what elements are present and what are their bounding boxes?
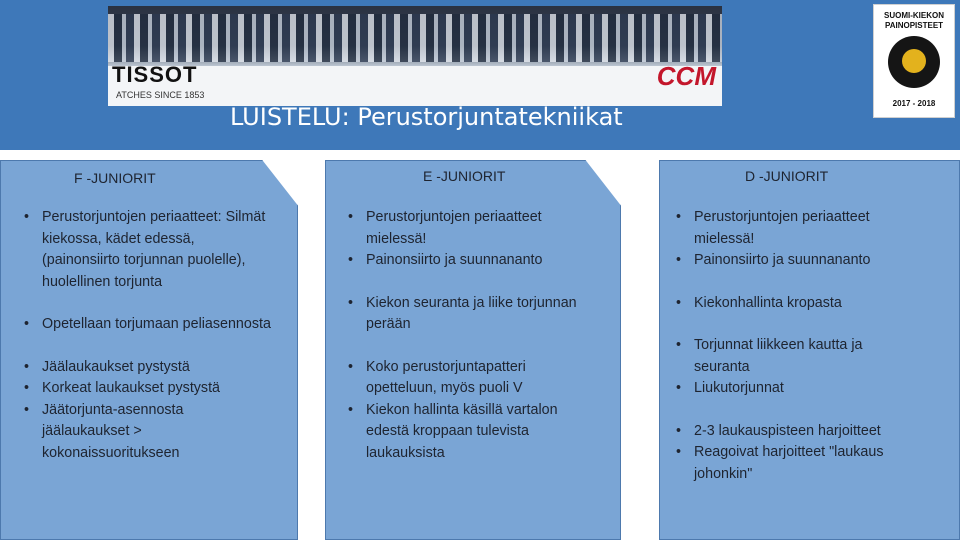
rink-board: [108, 66, 722, 106]
logo-years: 2017 - 2018: [892, 99, 936, 108]
heading-d-juniors: D -JUNIORIT: [745, 168, 829, 184]
bullet-item: • Kiekon hallinta käsillä vartalon edestä kroppaan tulevista laukauksista: [344, 400, 594, 465]
bullet-item: • Opetellaan torjumaan peliasennosta: [20, 314, 272, 336]
heading-e-juniors: E -JUNIORIT: [423, 168, 506, 184]
logo-line-2: PAINOPISTEET: [884, 21, 944, 30]
logo-line-1: SUOMI-KIEKON: [884, 11, 944, 20]
bullet-item: • Painonsiirto ja suunnananto: [672, 250, 922, 272]
suomi-kiekko-logo: [873, 4, 955, 118]
bullet-item: • Jäätorjunta-asennosta jäälaukaukset > kokonaissuoritukseen: [20, 400, 272, 465]
bullet-item: • Painonsiirto ja suunnananto: [344, 250, 594, 272]
bullet-item: • Koko perustorjuntapatteri opetteluun, myös puoli V: [344, 357, 594, 400]
photo-ad-ccm: CCM: [656, 61, 716, 91]
bullet-list-d-juniors: [672, 207, 922, 485]
bullet-item: • Perustorjuntojen periaatteet: Silmät kiekossa, kädet edessä, (painonsiirto torjunnan puolelle), huolellinen torjunta: [20, 207, 272, 293]
photo-ad-since: ATCHES SINCE 1853: [116, 90, 205, 100]
bullet-list-f-juniors: [20, 207, 272, 464]
page-title: LUISTELU: Perustorjuntatekniikat: [230, 103, 623, 131]
bullet-item: • Kiekonhallinta kropasta: [672, 293, 922, 315]
bullet-item: • Liukutorjunnat: [672, 378, 922, 400]
bullet-list-e-juniors: [344, 207, 594, 464]
photo-ad-tissot: TISSOT: [112, 62, 198, 87]
photo-players: [108, 14, 722, 62]
bullet-item: • Torjunnat liikkeen kautta ja seuranta: [672, 335, 922, 378]
bullet-item: • Perustorjuntojen periaatteet mielessä!: [344, 207, 594, 250]
hockey-photo: [108, 6, 722, 106]
bullet-item: • Perustorjuntojen periaatteet mielessä!: [672, 207, 922, 250]
bullet-item: • Reagoivat harjoitteet "laukaus johonkin": [672, 442, 922, 485]
puck-icon: [888, 36, 940, 88]
header-banner: [0, 0, 960, 150]
bullet-item: • Jäälaukaukset pystystä: [20, 357, 272, 379]
heading-f-juniors: F -JUNIORIT: [74, 170, 156, 186]
bullet-item: • 2-3 laukauspisteen harjoitteet: [672, 421, 922, 443]
lion-emblem-icon: [902, 49, 926, 73]
bullet-item: • Korkeat laukaukset pystystä: [20, 378, 272, 400]
bullet-item: • Kiekon seuranta ja liike torjunnan perään: [344, 293, 594, 336]
